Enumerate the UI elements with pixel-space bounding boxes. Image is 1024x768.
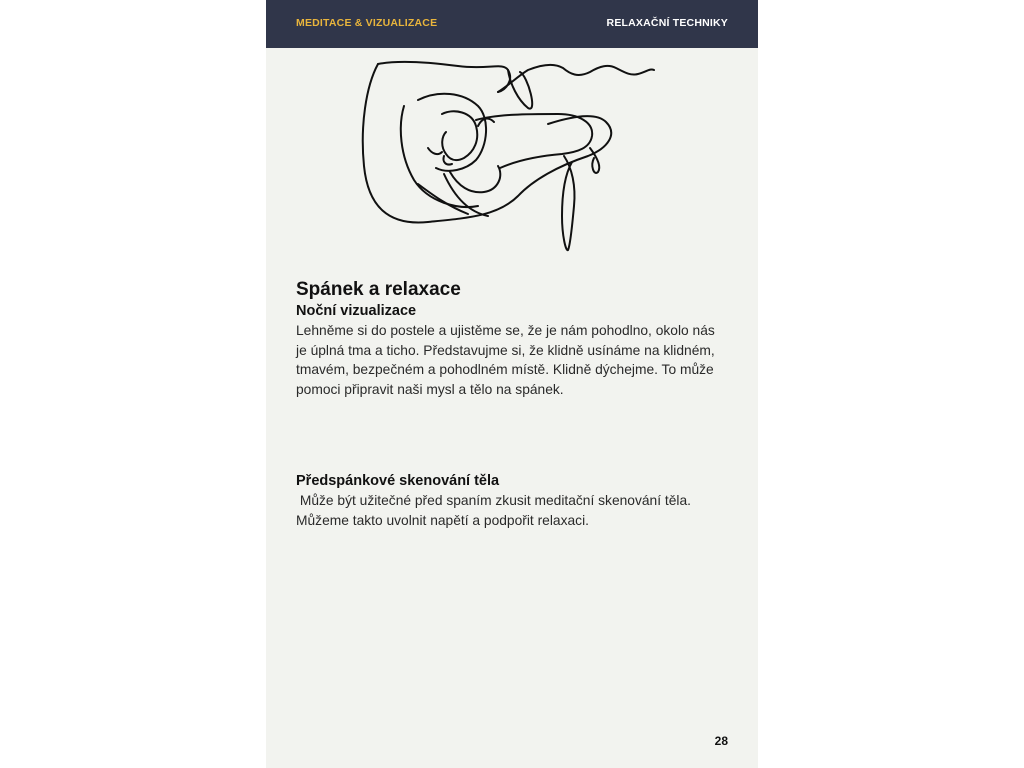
page-header [266, 0, 758, 48]
body-scan-section [296, 472, 726, 530]
header-section-label: RELAXAČNÍ TECHNIKY [606, 17, 728, 29]
section-heading-body-scan: Předspánkové skenování těla [296, 473, 500, 489]
page-number: 28 [714, 734, 728, 748]
section-body-night-visualization: Lehněme si do postele a ujistěme se, že je nám pohodlno, okolo nás je úplná tma a ticho. Představujme si, že klidně usínáme na klidném, tmavém, bezpečném a pohodlném místě. Klidně dýchejme. To může pomoci připravit naši mysl a tělo na spánek. [296, 323, 715, 397]
header-category-label: MEDITACE & VIZUALIZACE [296, 17, 438, 29]
section-heading-night-visualization: Noční vizualizace [296, 303, 417, 319]
section-body-body-scan: Může být užitečné před spaním zkusit meditační skenování těla. Můžeme takto uvolnit napětí a podpořit relaxaci. [296, 493, 695, 528]
line-art-sleeping-person-icon [358, 56, 668, 256]
document-page [266, 0, 758, 768]
article-title: Spánek a relaxace [296, 279, 461, 300]
article-body [296, 278, 726, 399]
